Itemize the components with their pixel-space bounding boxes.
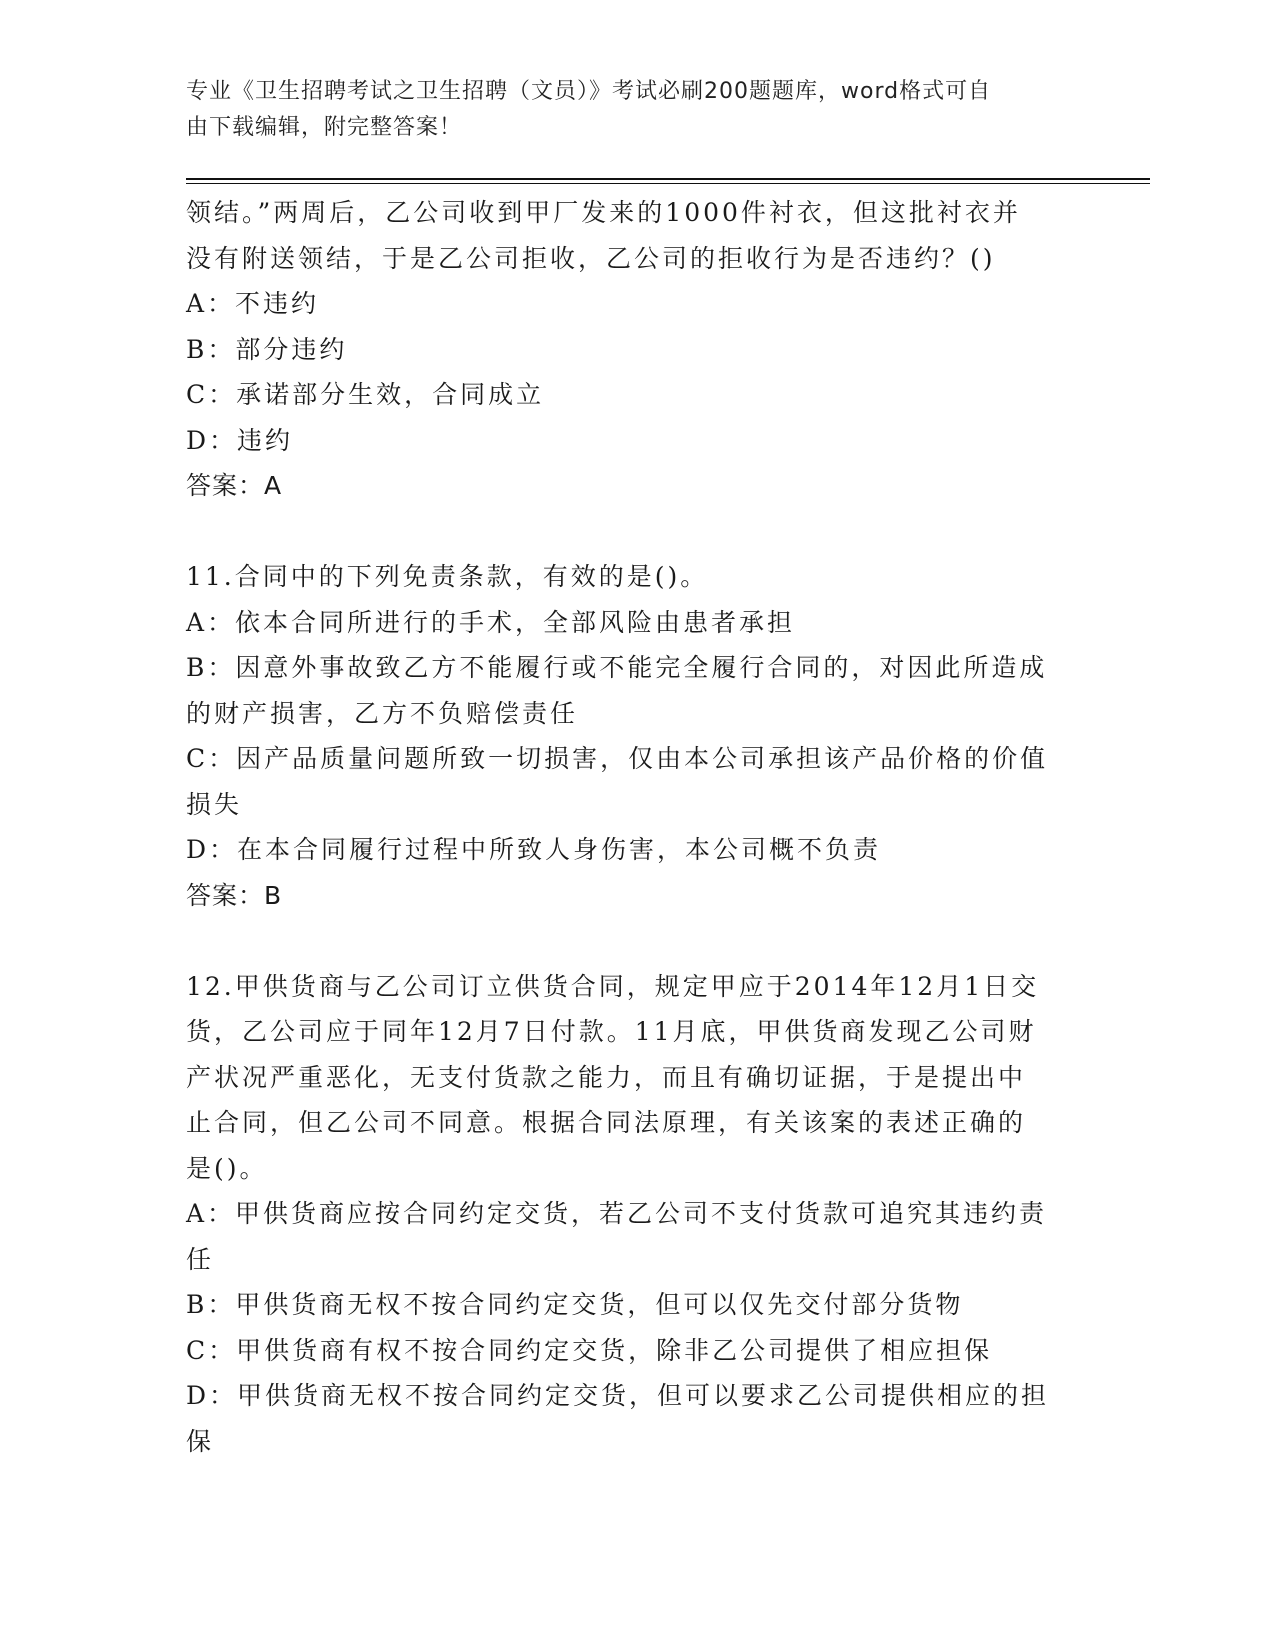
option-a: A：不违约 xyxy=(186,289,320,318)
question-11 xyxy=(186,554,1086,918)
header-divider xyxy=(186,178,1150,180)
question-10 xyxy=(186,190,1086,509)
option-line: 任 xyxy=(186,1244,215,1274)
answer-label: 答案：A xyxy=(186,471,283,500)
document-body xyxy=(186,190,1086,1464)
spacer xyxy=(186,509,1086,555)
option-d: D：违约 xyxy=(186,425,294,455)
question-stem-line: 是()。 xyxy=(186,1153,268,1183)
option-line: A：甲供货商应按合同约定交货，若乙公司不支付货款可追究其违约责 xyxy=(186,1199,1048,1228)
question-stem-line: 11.合同中的下列免责条款，有效的是()。 xyxy=(186,562,709,591)
header-line-1: 专业《卫生招聘考试之卫生招聘（文员）》考试必刷200题题库，word格式可自 xyxy=(186,79,992,104)
question-stem-line: 止合同，但乙公司不同意。根据合同法原理，有关该案的表述正确的 xyxy=(186,1108,1027,1137)
option-line: C：甲供货商有权不按合同约定交货，除非乙公司提供了相应担保 xyxy=(186,1335,993,1365)
question-stem-line: 没有附送领结，于是乙公司拒收，乙公司的拒收行为是否违约？() xyxy=(186,243,996,273)
option-line: B：因意外事故致乙方不能履行或不能完全履行合同的，对因此所造成 xyxy=(186,653,1048,682)
option-line: D：在本合同履行过程中所致人身伤害，本公司概不负责 xyxy=(186,835,882,864)
question-12 xyxy=(186,964,1086,1465)
spacer xyxy=(186,918,1086,964)
option-line: A：依本合同所进行的手术，全部风险由患者承担 xyxy=(186,607,796,637)
header-line-2: 由下载编辑，附完整答案！ xyxy=(186,115,463,140)
question-stem-line: 货，乙公司应于同年12月7日付款。11月底，甲供货商发现乙公司财 xyxy=(186,1017,1037,1046)
option-line: 的财产损害，乙方不负赔偿责任 xyxy=(186,698,579,728)
question-stem-line: 领结。”两周后，乙公司收到甲厂发来的1000件衬衣，但这批衬衣并 xyxy=(186,198,1021,227)
option-line: D：甲供货商无权不按合同约定交货，但可以要求乙公司提供相应的担 xyxy=(186,1381,1050,1410)
option-line: 保 xyxy=(186,1426,215,1456)
document-header xyxy=(186,74,1066,146)
option-line: 损失 xyxy=(186,789,243,819)
answer-label: 答案：B xyxy=(186,880,283,910)
option-b: B：部分违约 xyxy=(186,334,348,364)
question-stem-line: 12.甲供货商与乙公司订立供货合同，规定甲应于2014年12月1日交 xyxy=(186,971,1040,1001)
option-line: C：因产品质量问题所致一切损害，仅由本公司承担该产品价格的价值 xyxy=(186,744,1049,773)
header-divider-thin xyxy=(186,183,1150,184)
option-line: B：甲供货商无权不按合同约定交货，但可以仅先交付部分货物 xyxy=(186,1290,964,1319)
question-stem-line: 产状况严重恶化，无支付货款之能力，而且有确切证据，于是提出中 xyxy=(186,1062,1027,1092)
option-c: C：承诺部分生效，合同成立 xyxy=(186,380,545,409)
